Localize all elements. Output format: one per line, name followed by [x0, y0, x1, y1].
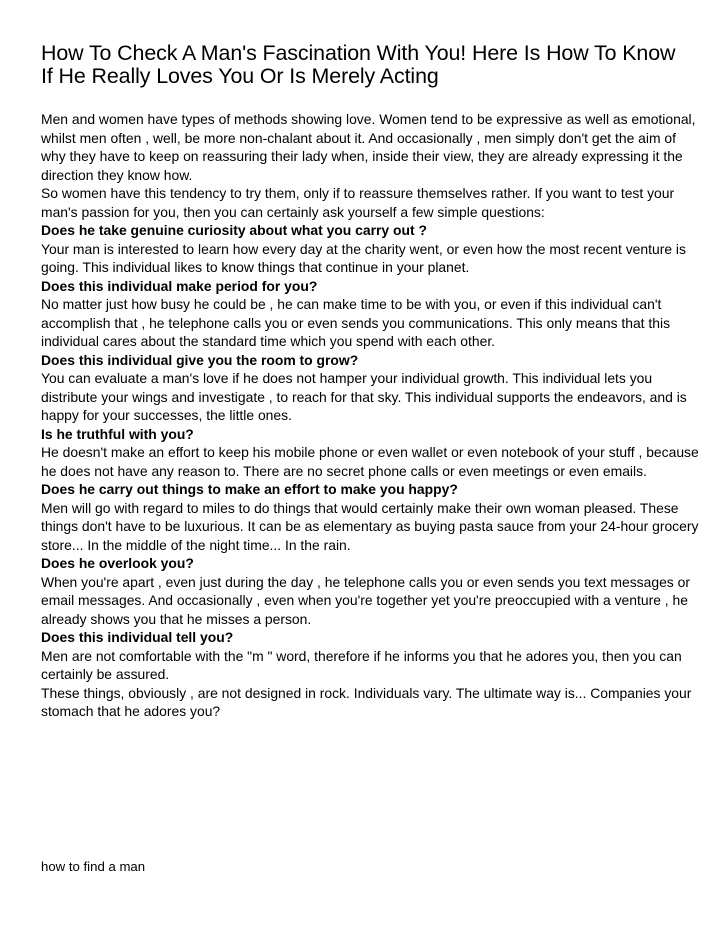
footer-text: how to find a man	[41, 859, 146, 874]
document-body	[41, 110, 701, 721]
paragraph: No matter just how busy he could be , he can make time to be with you, or even if this individual can't accomplish that , he telephone calls you or even sends you communications. This only means that this individual cares about the standard time which you spend with each other.	[41, 296, 671, 349]
paragraph: Men are not comfortable with the "m " word, therefore if he informs you that he adores you, then you can certainly be assured.	[41, 647, 682, 682]
paragraph: Men will go with regard to miles to do things that would certainly make their own woman pleased. These things don't have to be luxurious. It can be as elementary as buying pasta sauce from your 24-hour grocery store... In the middle of the night time... In the rain.	[41, 499, 699, 553]
paragraph: These things, obviously , are not designed in rock. Individuals vary. The ultimate way is... Companies your stomach that he adores you?	[41, 684, 692, 719]
section-heading: Does he overlook you?	[41, 555, 194, 571]
section-heading: Does this individual make period for you?	[41, 277, 318, 294]
paragraph: So women have this tendency to try them, only if to reassure themselves rather. If you want to test your man's passion for you, then you can certainly ask yourself a few simple questions:	[41, 185, 675, 220]
section-heading: Does this individual tell you?	[41, 629, 234, 645]
section-heading: Does this individual give you the room to grow?	[41, 351, 359, 368]
page-title: How To Check A Man's Fascination With You! Here Is How To Know If He Really Loves You Or Is Merely Acting	[41, 41, 676, 88]
paragraph: Men and women have types of methods showing love. Women tend to be expressive as well as emotional, whilst men often , well, be more non-chalant about it. And occasionally , men simply don't get the aim of why they have to keep on reassuring their lady when, inside their view, they are already expressing it the direction they know how.	[41, 111, 696, 183]
section-heading: Does he take genuine curiosity about what you carry out ?	[41, 222, 427, 238]
paragraph: You can evaluate a man's love if he does not hamper your individual growth. This individual lets you distribute your wings and investigate , to reach for that sky. This individual supports the endeavors, and is happy for your successes, the little ones.	[41, 370, 687, 423]
paragraph: When you're apart , even just during the day , he telephone calls you or even sends you text messages or email messages. And occasionally , even when you're together yet you're preoccupied with a venture , he already shows you that he misses a person.	[41, 573, 690, 627]
section-heading: Is he truthful with you?	[41, 425, 194, 442]
paragraph: Your man is interested to learn how every day at the charity went, or even how the most recent venture is going. This individual likes to know things that continue in your planet.	[41, 240, 686, 275]
paragraph: He doesn't make an effort to keep his mobile phone or even wallet or even notebook of your stuff , because he does not have any reason to. There are no secret phone calls or even meetings or even emails.	[41, 444, 699, 479]
section-heading: Does he carry out things to make an effort to make you happy?	[41, 481, 458, 497]
